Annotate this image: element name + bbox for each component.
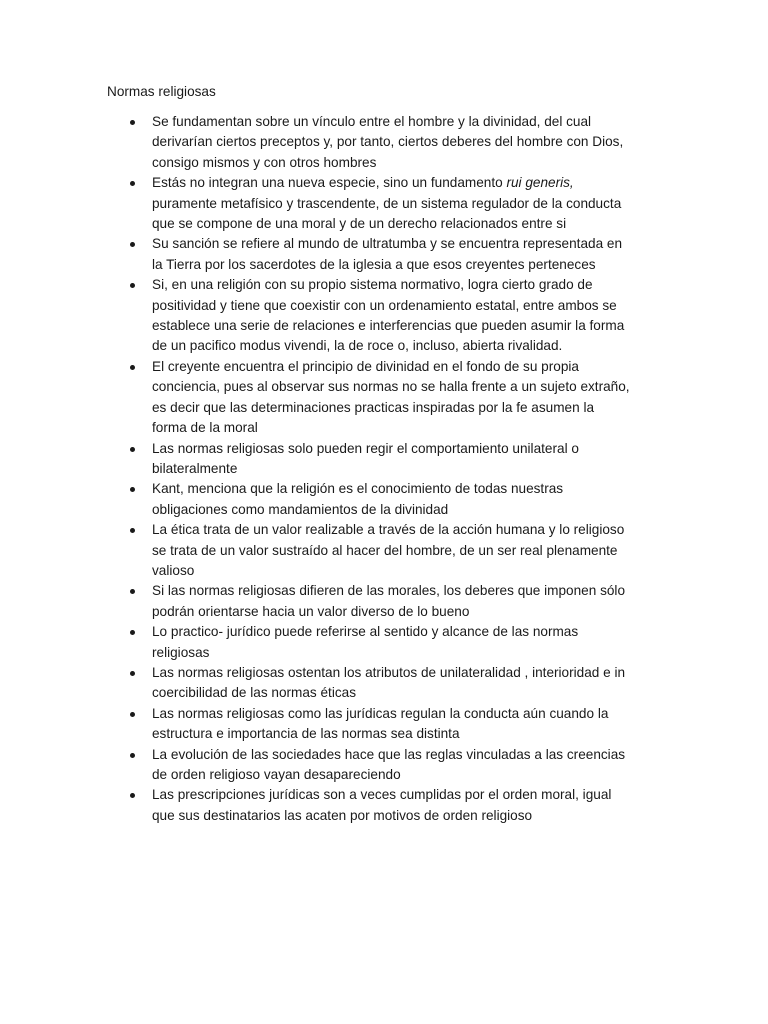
bullet-icon xyxy=(130,120,135,125)
list-item-text: Si, en una religión con su propio sistema normativo, logra cierto grado de positividad y tiene que coexistir con un ordenamiento estatal, entre ambos se establece una serie de relaciones e interferencias que pueden asumir la forma de un pacifico modus vivendi, la de roce o, incluso, abierta rivalidad. xyxy=(152,277,625,354)
list-item xyxy=(0,622,664,663)
list-item-text: Se fundamentan sobre un vínculo entre el hombre y la divinidad, del cual derivarían ciertos preceptos y, por tanto, ciertos deberes del hombre con Dios, consigo mismos y con otros hombres xyxy=(152,114,624,170)
list-item xyxy=(0,357,664,439)
list-item xyxy=(0,173,664,234)
document-title: Normas religiosas xyxy=(107,84,216,99)
list-item xyxy=(0,479,664,520)
list-item xyxy=(0,275,664,357)
list-item-italic-text: rui generis, xyxy=(506,175,574,191)
list-item-text: La ética trata de un valor realizable a través de la acción humana y lo religioso se trata de un valor sustraído al hacer del hombre, de un ser real plenamente valioso xyxy=(152,522,625,578)
list-item xyxy=(0,112,664,173)
bullet-icon xyxy=(130,671,135,676)
list-item-text: El creyente encuentra el principio de divinidad en el fondo de su propia conciencia, pues al observar sus normas no se halla frente a un sujeto extraño, es decir que las determinaciones practicas inspiradas por la fe asumen la forma de la moral xyxy=(152,358,630,436)
list-item-text: La evolución de las sociedades hace que las reglas vinculadas a las creencias de orden religioso vayan desapareciendo xyxy=(152,746,626,782)
list-item-text: Las normas religiosas como las jurídicas regulan la conducta aún cuando la estructura e importancia de las normas sea distinta xyxy=(152,705,609,742)
bullet-icon xyxy=(130,630,135,635)
list-item xyxy=(0,439,664,480)
bullet-icon xyxy=(130,528,135,533)
bullet-icon xyxy=(130,753,135,758)
bullet-icon xyxy=(130,793,135,798)
list-item-text-end: puramente metafísico y trascendente, de un sistema regulador de la conducta que se compone de una moral y de un derecho relacionados entre si xyxy=(152,195,622,232)
list-item-text: Las prescripciones jurídicas son a veces cumplidas por el orden moral, igual que sus destinatarios las acaten por motivos de orden religioso xyxy=(152,787,612,823)
bullet-icon xyxy=(130,242,135,247)
list-item xyxy=(0,745,664,786)
bullet-icon xyxy=(130,283,135,288)
bullet-icon xyxy=(130,365,135,370)
bullet-icon xyxy=(130,181,135,186)
bullet-icon xyxy=(130,589,135,594)
list-item xyxy=(0,785,664,826)
list-item-text-start: Estás no integran una nueva especie, sino un fundamento xyxy=(152,175,507,191)
list-item-text: Las normas religiosas ostentan los atributos de unilateralidad , interioridad e in coercibilidad de las normas éticas xyxy=(152,664,626,701)
list-item-text: Su sanción se refiere al mundo de ultratumba y se encuentra representada en la Tierra por los sacerdotes de la iglesia a que esos creyentes perteneces xyxy=(152,236,623,272)
bullet-list xyxy=(0,112,768,826)
list-item xyxy=(0,234,664,275)
list-item xyxy=(0,520,664,581)
list-item-text: Lo practico- jurídico puede referirse al sentido y alcance de las normas religiosas xyxy=(152,624,579,660)
list-item xyxy=(0,581,664,622)
bullet-icon xyxy=(130,447,135,452)
bullet-icon xyxy=(130,712,135,717)
bullet-icon xyxy=(130,487,135,492)
list-item-text: Si las normas religiosas difieren de las morales, los deberes que imponen sólo podrán orientarse hacia un valor diverso de lo bueno xyxy=(152,583,626,619)
list-item xyxy=(0,663,664,704)
list-item xyxy=(0,704,664,745)
list-item-text: Las normas religiosas solo pueden regir el comportamiento unilateral o bilateralmente xyxy=(152,440,579,476)
list-item-text: Kant, menciona que la religión es el conocimiento de todas nuestras obligaciones como mandamientos de la divinidad xyxy=(152,481,564,517)
list-item-text xyxy=(152,173,664,234)
